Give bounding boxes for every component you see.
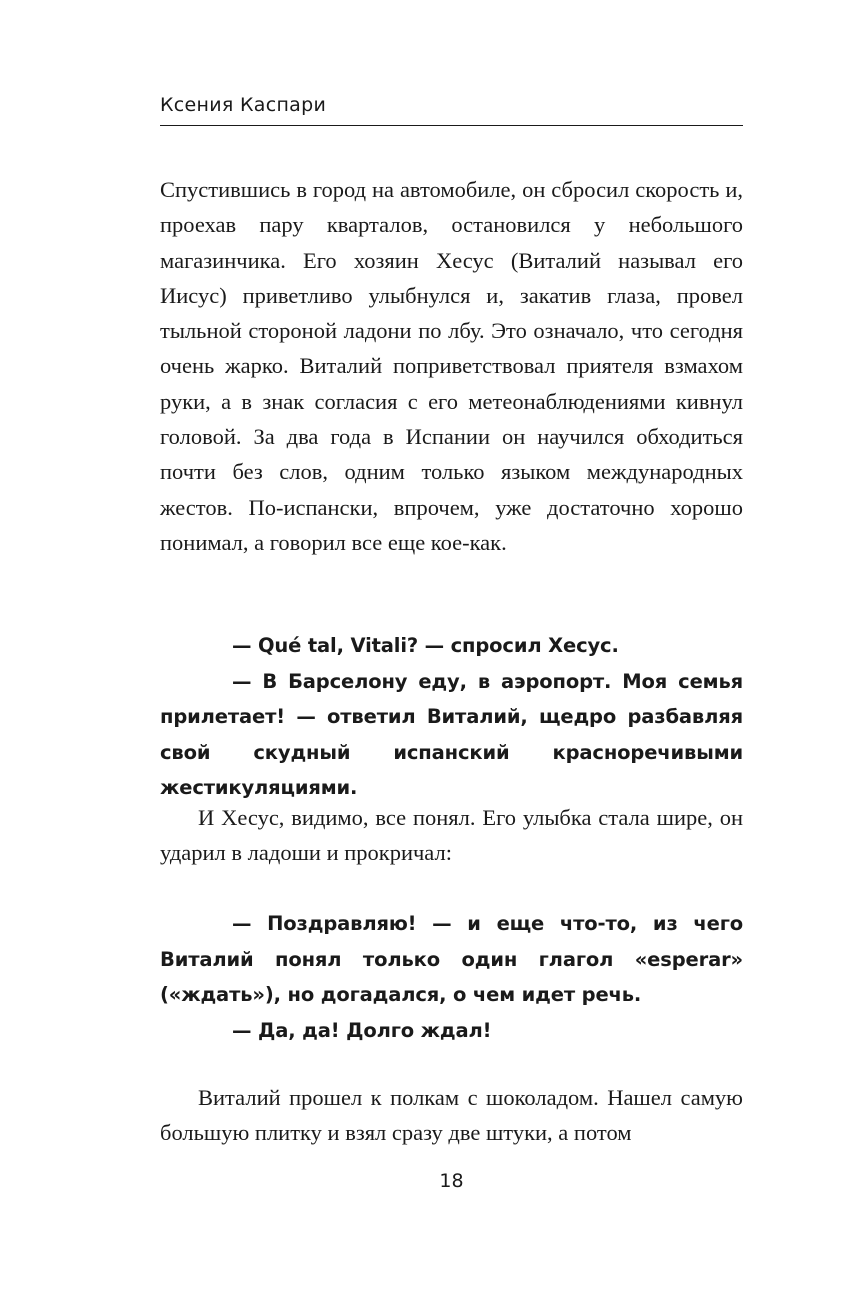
- page-number: 18: [439, 1170, 464, 1192]
- dialog-line: — Поздравляю! — и еще что-то, из чего Виталий понял только один глагол «esperar» («ждать»), но догадался, о чем идет речь.: [160, 912, 743, 1006]
- narrative-block-2: [160, 800, 743, 871]
- dialog-block-2: [160, 906, 743, 1048]
- dialog-block-1: [160, 628, 743, 806]
- dialog-line: — Qué tal, Vitali? — спросил Хесус.: [232, 634, 619, 657]
- header-rule: [160, 125, 743, 126]
- running-title: Ксения Каспари: [160, 94, 327, 116]
- dialog-line: — Да, да! Долго ждал!: [232, 1018, 492, 1042]
- paragraph: И Хесус, видимо, все понял. Его улыбка стала шире, он ударил в ладоши и прокричал:: [160, 805, 743, 866]
- paragraph: Спустившись в город на автомобиле, он сбросил скорость и, проехав пару кварталов, остановился у небольшого магазинчика. Его хозяин Хесус (Виталий называл его Иисус) приветливо улыбнулся и, закатив глаза, провел тыльной стороной ладони по лбу. Это означало, что сегодня очень жарко. Виталий поприветствовал приятеля взмахом руки, а в знак согласия с его метеонаблюдениями кивнул головой. За два года в Испании он научился обходиться почти без слов, одним только языком международных жестов. По-испански, впрочем, уже достаточно хорошо понимал, а говорил все еще кое-как.: [160, 177, 743, 555]
- narrative-block-1: [160, 172, 743, 560]
- narrative-block-3: [160, 1080, 743, 1151]
- paragraph: Виталий прошел к полкам с шоколадом. Нашел самую большую плитку и взял сразу две штуки, а потом: [160, 1085, 743, 1146]
- dialog-line: — В Барселону еду, в аэропорт. Моя семья прилетает! — ответил Виталий, щедро разбавляя свой скудный испанский красноречивыми жестикуляциями.: [160, 669, 743, 799]
